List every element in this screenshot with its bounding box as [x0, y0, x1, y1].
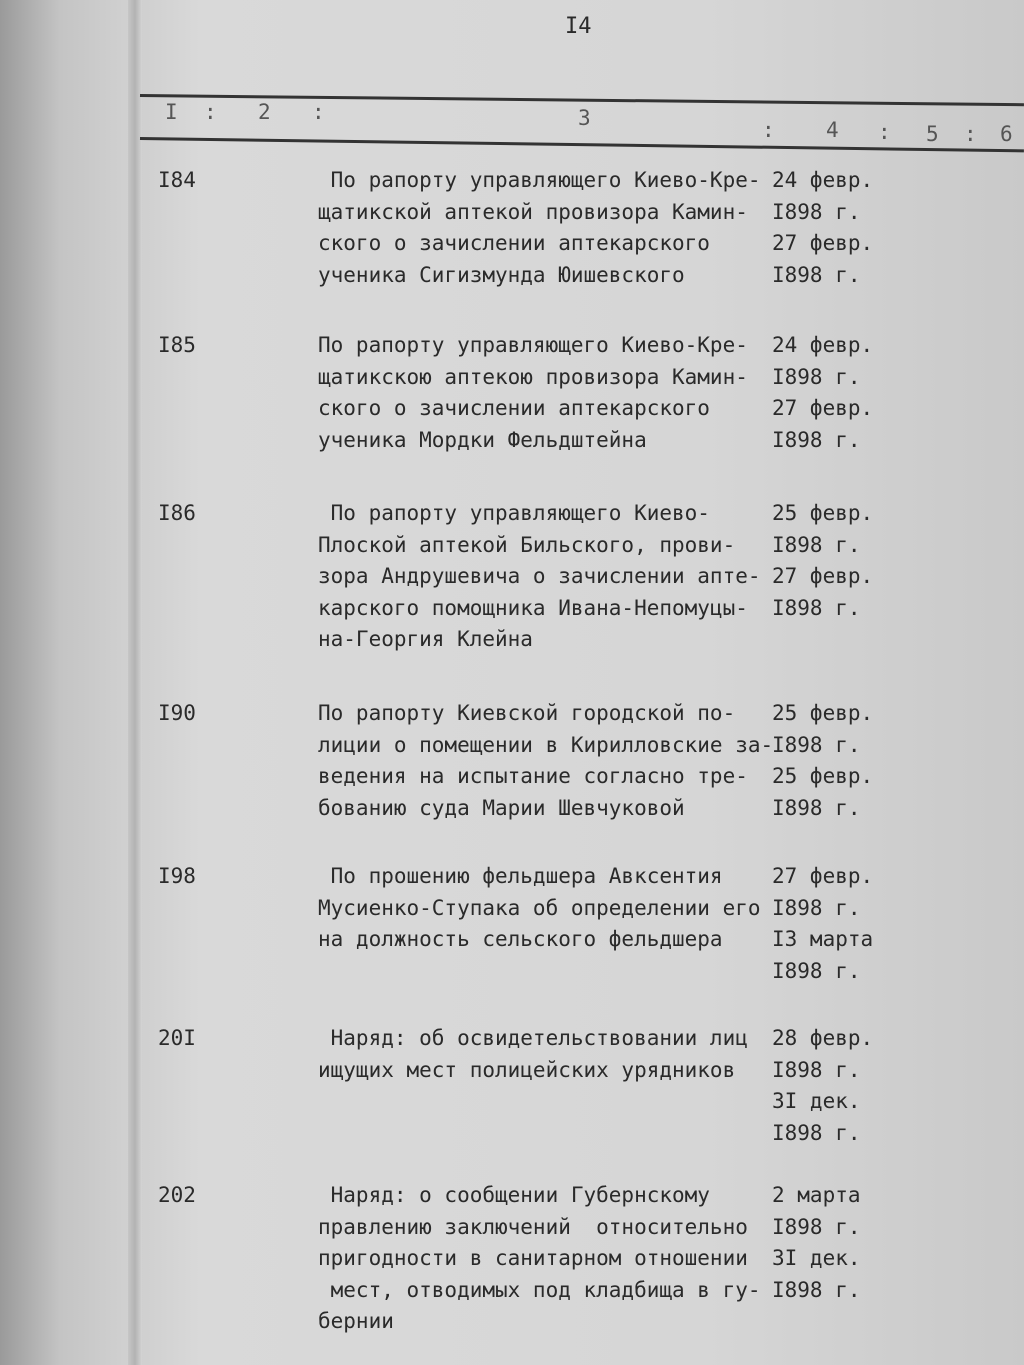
date-line: 3I дек.: [772, 1246, 861, 1270]
description-line: на-Георгия Клейна: [318, 627, 533, 651]
date-line: 3I дек.: [772, 1089, 861, 1113]
entry-description: [318, 330, 748, 456]
description-line: ведения на испытание согласно тре-: [318, 764, 748, 788]
entry-description: [318, 698, 773, 824]
entry-number: I90: [158, 701, 196, 725]
description-line: ского о зачислении аптекарского: [318, 231, 710, 255]
description-line: щатикскою аптекою провизора Камин-: [318, 364, 748, 389]
date-line: I898 г.: [772, 1277, 861, 1302]
entry-dates: [772, 165, 873, 291]
entry-number: I84: [158, 168, 196, 192]
entry-dates: [772, 498, 873, 624]
description-line: пригодности в санитарном отношении: [318, 1246, 748, 1270]
entry-dates: [772, 698, 873, 824]
col-header-1: I: [165, 100, 178, 124]
header-top-rule: [140, 94, 1024, 106]
description-line: Плоской аптекой Бильского, прови-: [318, 532, 736, 557]
description-line: зора Андрушевича о зачислении апте-: [318, 564, 761, 588]
col-sep: :: [312, 100, 325, 124]
description-line: ученика Мордки Фельдштейна: [318, 427, 647, 452]
description-line: бернии: [318, 1309, 394, 1333]
date-line: 24 февр.: [772, 168, 874, 192]
col-header-5: 5: [926, 122, 939, 146]
date-line: 27 февр.: [772, 231, 874, 255]
col-header-4: 4: [826, 118, 839, 142]
date-line: I898 г.: [772, 1057, 861, 1082]
entry-number: I98: [158, 864, 196, 888]
entry-description: [318, 498, 761, 656]
description-line: мест, отводимых под кладбища в гу-: [318, 1277, 761, 1302]
description-line: на должность сельского фельдшера: [318, 927, 723, 951]
entry-number: 20I: [158, 1026, 196, 1050]
date-line: I898 г.: [772, 732, 861, 757]
entry-dates: [772, 861, 873, 987]
description-line: лиции о помещении в Кирилловские за-: [318, 732, 774, 757]
date-line: 27 февр.: [772, 396, 874, 420]
date-line: 25 февр.: [772, 701, 874, 725]
description-line: По прошению фельдшера Авксентия: [318, 864, 723, 888]
col-sep: :: [762, 118, 775, 142]
entry-number: I85: [158, 333, 196, 357]
date-line: I898 г.: [772, 199, 861, 224]
col-header-2: 2: [258, 100, 271, 124]
entry-description: [318, 165, 761, 291]
description-line: бованию суда Марии Шевчуковой: [318, 795, 685, 820]
date-line: I898 г.: [772, 1214, 861, 1239]
date-line: I898 г.: [772, 262, 861, 287]
date-line: I898 г.: [772, 795, 861, 820]
date-line: 25 февр.: [772, 501, 874, 525]
col-sep: :: [204, 100, 217, 124]
description-line: Мусиенко-Ступака об определении его: [318, 895, 761, 920]
col-header-6: 6: [1000, 122, 1013, 146]
col-sep: :: [964, 122, 977, 146]
description-line: Наряд: о сообщении Губернскому: [318, 1183, 710, 1207]
description-line: Наряд: об освидетельствовании лиц: [318, 1026, 748, 1050]
entry-number: 202: [158, 1183, 196, 1207]
description-line: ского о зачислении аптекарского: [318, 396, 710, 420]
entry-dates: [772, 330, 873, 456]
description-line: ищущих мест полицейских урядников: [318, 1057, 736, 1082]
date-line: 28 февр.: [772, 1026, 874, 1050]
description-line: По рапорту Киевской городской по-: [318, 701, 736, 725]
description-line: По рапорту управляющего Киево-Кре-: [318, 168, 761, 192]
date-line: I3 марта: [772, 927, 874, 951]
date-line: 27 февр.: [772, 864, 874, 888]
date-line: I898 г.: [772, 958, 861, 983]
date-line: 24 февр.: [772, 333, 874, 357]
entry-dates: [772, 1023, 873, 1149]
header-bottom-rule: [140, 137, 1024, 152]
description-line: ученика Сигизмунда Юишевского: [318, 262, 685, 287]
date-line: I898 г.: [772, 364, 861, 389]
description-line: щатикской аптекой провизора Камин-: [318, 199, 748, 224]
col-sep: :: [878, 120, 891, 144]
description-line: карского помощника Ивана-Непомуцы-: [318, 595, 748, 620]
date-line: I898 г.: [772, 895, 861, 920]
entry-number: I86: [158, 501, 196, 525]
date-line: 2 марта: [772, 1183, 861, 1207]
page-fold-shadow: [128, 0, 142, 1365]
page-number: I4: [565, 14, 592, 39]
date-line: 27 февр.: [772, 564, 874, 588]
col-header-3: 3: [578, 106, 591, 130]
date-line: I898 г.: [772, 1120, 861, 1145]
date-line: 25 февр.: [772, 764, 874, 788]
entry-description: [318, 861, 761, 956]
date-line: I898 г.: [772, 595, 861, 620]
date-line: I898 г.: [772, 532, 861, 557]
entry-dates: [772, 1180, 861, 1306]
entry-description: [318, 1180, 761, 1338]
date-line: I898 г.: [772, 427, 861, 452]
description-line: По рапорту управляющего Киево-Кре-: [318, 333, 748, 357]
description-line: правлению заключений относительно: [318, 1214, 748, 1239]
description-line: По рапорту управляющего Киево-: [318, 501, 710, 525]
entry-description: [318, 1023, 748, 1086]
